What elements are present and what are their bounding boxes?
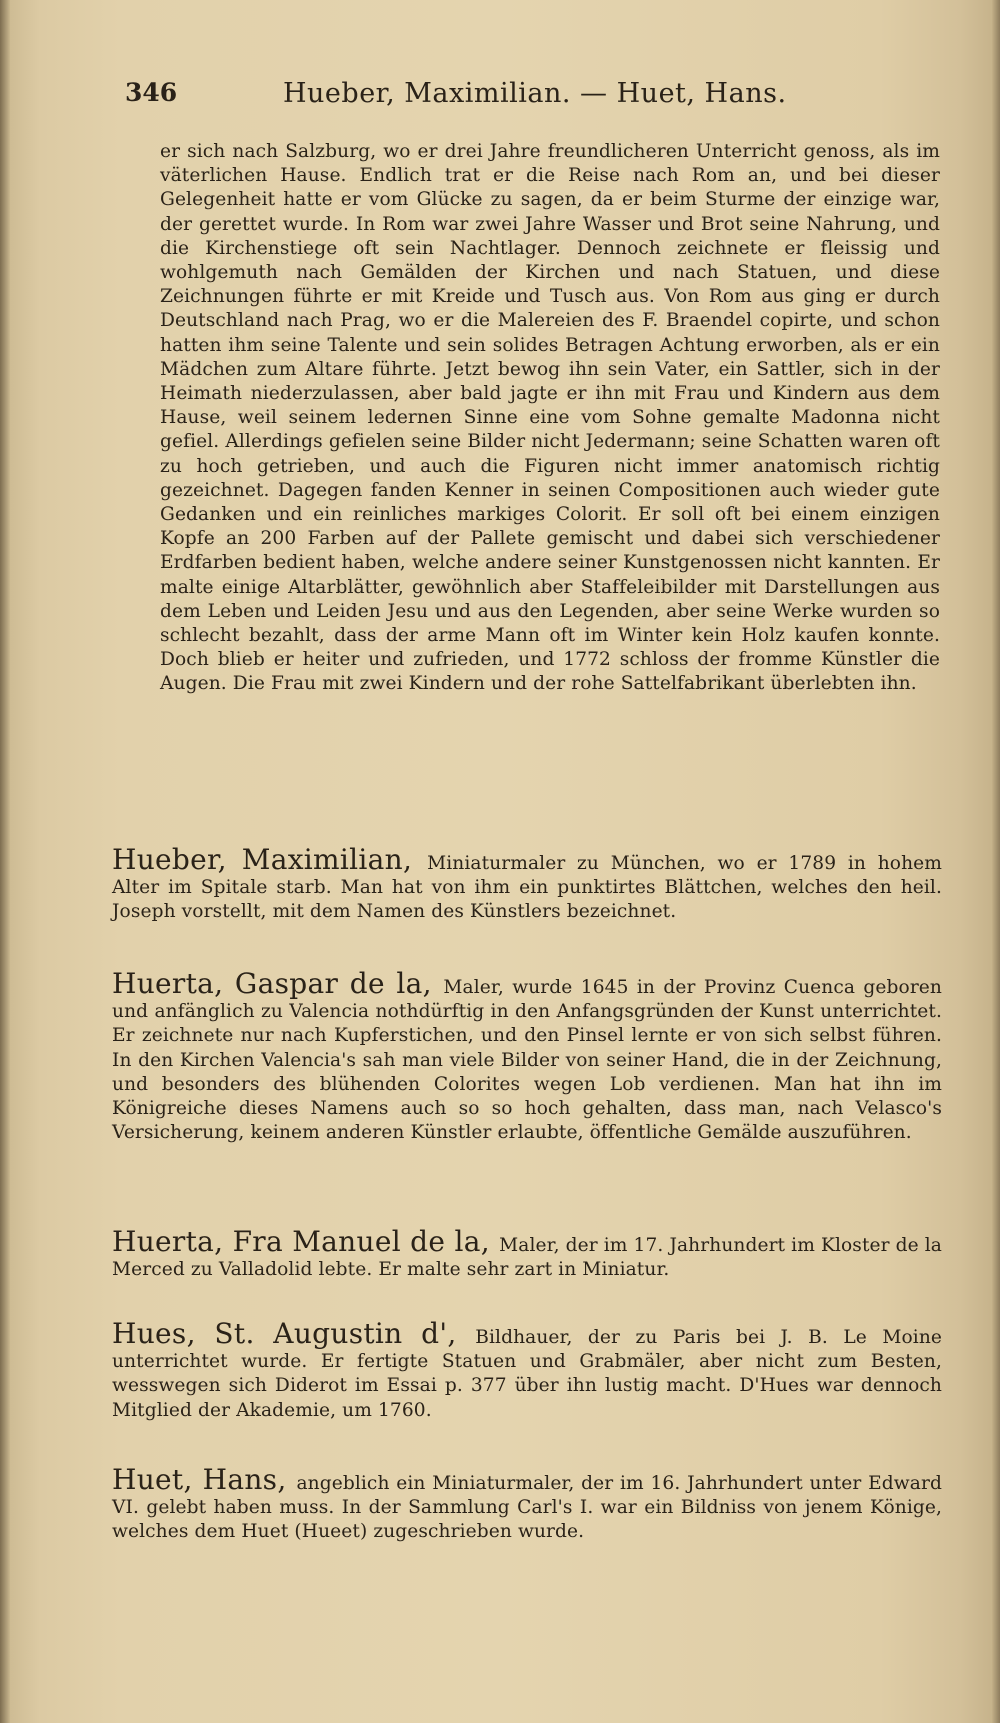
- entry-heading: Hues, St. Augustin d',: [112, 1317, 476, 1350]
- running-title: Hueber, Maximilian. — Huet, Hans.: [283, 78, 787, 109]
- entry-heading: Huerta, Fra Manuel de la,: [112, 1225, 500, 1258]
- page-number: 346: [125, 78, 178, 107]
- entry-hueber-maximilian: [112, 843, 942, 925]
- continuation-paragraph: er sich nach Salzburg, wo er drei Jahre freundlicheren Unterricht genoss, als im väterlichen Hause. Endlich trat er die Reise nach Rom an, und bei dieser Gelegenheit hatte er vom Glücke zu sagen, da er beim Sturme der einzige war, der gerettet wurde. In Rom war zwei Jahre Wasser und Brot seine Nahrung, und die Kirchenstiege oft sein Nachtlager. Dennoch zeichnete er fleissig und wohlgemuth nach Gemälden der Kirchen und nach Statuen, und diese Zeichnungen führte er mit Kreide und Tusch aus. Von Rom aus ging er durch Deutschland nach Prag, wo er die Malereien des F. Braendel copirte, und schon hatten ihm seine Talente und sein solides Betragen Achtung erworben, als er ein Mädchen zum Altare führte. Jetzt bewog ihn sein Vater, ein Sattler, sich in der Heimath niederzulassen, aber bald jagte er ihn mit Frau und Kindern aus dem Hause, weil seinem ledernen Sinne eine vom Sohne gemalte Madonna nicht gefiel. Allerdings gefielen seine Bilder nicht Jedermann; seine Schatten waren oft zu hoch getrieben, und auch die Figuren nicht immer anatomisch richtig gezeichnet. Dagegen fanden Kenner in seinen Compositionen auch wieder gute Gedanken und ein reinliches markiges Colorit. Er soll oft bei einem einzigen Kopfe an 200 Farben auf der Pallete gemischt und dabei sich verschiedener Erdfarben bedient haben, welche andere seiner Kunstgenossen nicht kannten. Er malte einige Altarblätter, gewöhnlich aber Staffeleibilder mit Darstellungen aus dem Leben und Leiden Jesu und aus den Legenden, aber seine Werke wurden so schlecht bezahlt, dass der arme Mann oft im Winter kein Holz kaufen konnte. Doch blieb er heiter und zufrieden, und 1772 schloss der fromme Künstler die Augen. Die Frau mit zwei Kindern und der rohe Sattelfabrikant überlebten ihn.: [160, 141, 940, 695]
- entry-text: Maler, der im 17. Jahrhundert im Kloster de la Merced zu Valladolid lebte. Er malte sehr zart in Miniatur.: [112, 1235, 942, 1281]
- entry-text: Miniaturmaler zu München, wo er 1789 in hohem Alter im Spitale starb. Man hat von ihm ein punktirtes Blättchen, welches den heil. Joseph vorstellt, mit dem Namen des Künstlers bezeichnet.: [112, 853, 942, 923]
- entry-text: angeblich ein Miniaturmaler, der im 16. Jahrhundert unter Edward VI. gelebt haben muss. In der Sammlung Carl's I. war ein Bildniss von jenem Könige, welches dem Huet (Hueet) zugeschrieben wurde.: [112, 1473, 942, 1543]
- entry-heading: Huerta, Gaspar de la,: [112, 967, 444, 1000]
- page-header: [125, 78, 915, 114]
- entry-text: Maler, wurde 1645 in der Provinz Cuenca geboren und anfänglich zu Valencia nothdürftig in den Anfangsgründen der Kunst unterrichtet. Er zeichnete nur nach Kupferstichen, und den Pinsel lernte er von sich selbst führen. In den Kirchen Valencia's sah man viele Bilder von seiner Hand, die in der Zeichnung, und besonders des blühenden Colorites wegen Lob verdienen. Man hat ihn im Königreiche dieses Namens auch so so hoch gehalten, dass man, nach Velasco's Versicherung, keinem anderen Künstler erlaubte, öffentliche Gemälde auszuführen.: [112, 977, 942, 1144]
- entry-text: Bildhauer, der zu Paris bei J. B. Le Moine unterrichtet wurde. Er fertigte Statuen und Grabmäler, aber nicht zum Besten, wesswegen sich Diderot im Essai p. 377 über ihn lustig macht. D'Hues war dennoch Mitglied der Akademie, um 1760.: [112, 1327, 942, 1421]
- page-right-edge: [992, 0, 1000, 1723]
- entry-huerta-manuel: [112, 1225, 942, 1282]
- entry-hues-augustin: [112, 1317, 942, 1423]
- entry-huet-hans: [112, 1463, 942, 1545]
- page-left-edge: [0, 0, 10, 1723]
- entry-heading: Huet, Hans,: [112, 1463, 297, 1496]
- entry-huerta-gaspar: [112, 967, 942, 1145]
- entry-heading: Hueber, Maximilian,: [112, 843, 428, 876]
